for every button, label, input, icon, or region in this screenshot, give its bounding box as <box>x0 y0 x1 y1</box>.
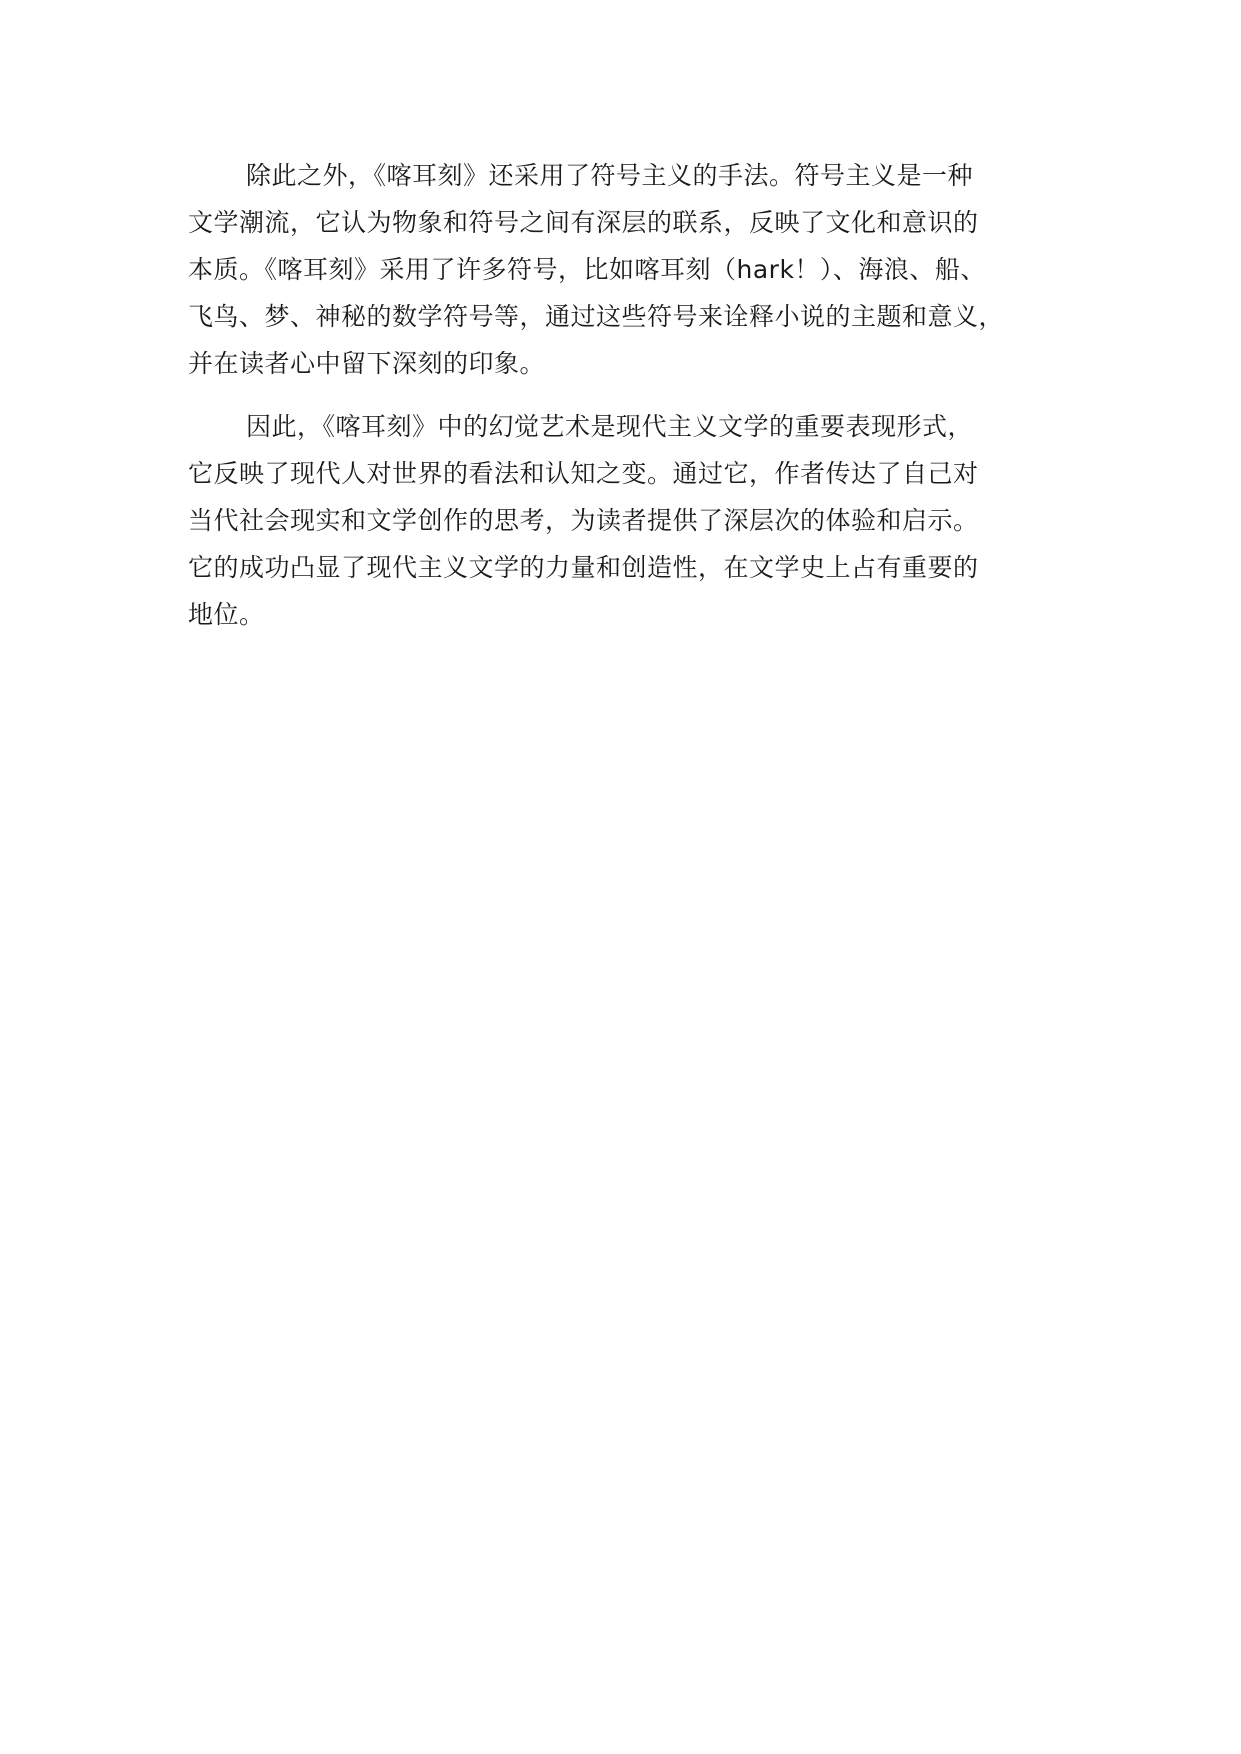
paragraph-line: 本质。《喀耳刻》采用了许多符号，比如喀耳刻（hark！）、海浪、船、 <box>188 255 986 284</box>
paragraph-line: 它的成功凸显了现代主义文学的力量和创造性，在文学史上占有重要的 <box>188 553 979 582</box>
paragraph-line: 并在读者心中留下深刻的印象。 <box>188 349 546 378</box>
paragraph-symbolism <box>188 152 1088 387</box>
paragraph-line: 除此之外，《喀耳刻》还采用了符号主义的手法。符号主义是一种 <box>246 161 974 190</box>
paragraph-line: 飞鸟、梦、神秘的数学符号等，通过这些符号来诠释小说的主题和意义， <box>188 302 1005 331</box>
paragraph-line: 文学潮流，它认为物象和符号之间有深层的联系，反映了文化和意识的 <box>188 208 979 237</box>
paragraph-line: 因此，《喀耳刻》中的幻觉艺术是现代主义文学的重要表现形式， <box>246 412 974 441</box>
paragraph-line: 当代社会现实和文学创作的思考，为读者提供了深层次的体验和启示。 <box>188 506 979 535</box>
document-body <box>188 152 1088 654</box>
paragraph-conclusion <box>188 403 1088 638</box>
paragraph-line: 它反映了现代人对世界的看法和认知之变。通过它，作者传达了自己对 <box>188 459 979 488</box>
paragraph-line: 地位。 <box>188 600 265 629</box>
